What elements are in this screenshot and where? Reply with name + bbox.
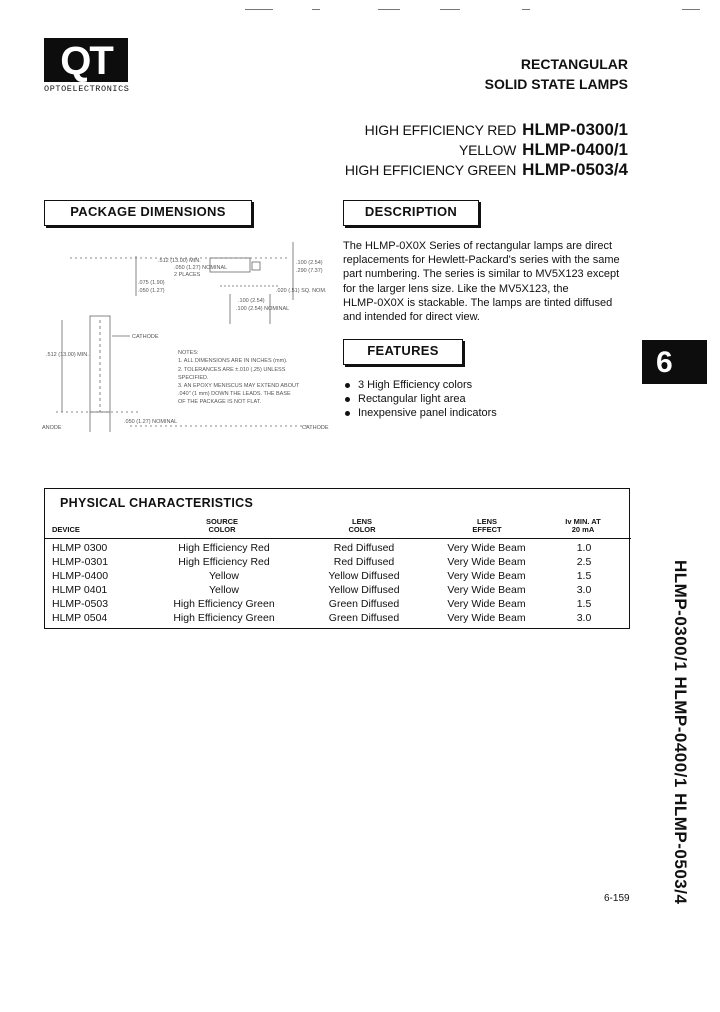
product-line-3 [345, 160, 628, 180]
table-title: PHYSICAL CHARACTERISTICS [60, 496, 254, 510]
description-label: DESCRIPTION [364, 204, 458, 219]
scan-mark [312, 9, 320, 10]
cell-intensity: 3.0 [576, 584, 592, 596]
package-dimensions-label: PACKAGE DIMENSIONS [70, 204, 226, 219]
product-part: HLMP-0400/1 [522, 140, 628, 159]
product-part: HLMP-0503/4 [522, 160, 628, 179]
cell-lens-color: Red Diffused [333, 556, 395, 568]
column-header-lens-effect: LENS EFFECT [472, 517, 502, 534]
cathode-label: CATHODE [302, 425, 329, 431]
cell-lens-effect: Very Wide Beam [447, 612, 526, 624]
title-line-2: SOLID STATE LAMPS [484, 76, 628, 92]
cathode-label: CATHODE [132, 334, 159, 340]
cell-intensity: 1.5 [576, 570, 592, 582]
product-label: YELLOW [459, 142, 517, 158]
table-row [44, 570, 630, 584]
notes-title: NOTES: [178, 350, 199, 356]
features-list [345, 378, 497, 421]
table-row [44, 542, 630, 556]
note-line: 1. ALL DIMENSIONS ARE IN INCHES (mm). [178, 358, 288, 364]
list-item [345, 392, 497, 406]
cell-lens-effect: Very Wide Beam [447, 598, 526, 610]
cell-lens-color: Yellow Diffused [328, 570, 400, 582]
section-tab-edge [680, 340, 707, 384]
list-item [345, 406, 497, 420]
scan-mark [245, 9, 273, 10]
cell-device: HLMP 0401 [52, 584, 108, 596]
cell-intensity: 1.5 [576, 598, 592, 610]
note-line: 3. AN EPOXY MENISCUS MAY EXTEND ABOUT [178, 383, 300, 389]
column-header-intensity: Iv MIN. AT 20 mA [565, 517, 601, 534]
note-line: .040" (1 mm) DOWN THE LEADS. THE BASE [178, 391, 291, 397]
cell-device: HLMP 0300 [52, 542, 108, 554]
dim-label: 2 PLACES [174, 272, 201, 278]
feature-text: Rectangular light area [358, 393, 466, 406]
package-drawing [40, 236, 330, 436]
cell-source-color: High Efficiency Red [178, 542, 270, 554]
dim-label: .100 (2.54) NOMINAL [236, 306, 290, 312]
brand-logo: QT [44, 38, 128, 82]
note-line: 2. TOLERANCES ARE ±.010 (.25) UNLESS [178, 367, 286, 373]
description-heading [343, 200, 479, 226]
column-header-lens-color: LENS COLOR [348, 517, 376, 534]
description-text [343, 239, 627, 324]
product-line-2 [459, 140, 628, 160]
lamp-lead-square [252, 262, 260, 270]
dim-label: .050 (1.27) [138, 288, 165, 294]
bullet-icon [345, 383, 350, 388]
column-header-device: DEVICE [52, 525, 80, 534]
features-label: FEATURES [367, 343, 439, 358]
note-line: OF THE PACKAGE IS NOT FLAT. [178, 399, 262, 405]
description-line: replacements for Hewlett-Packard's series with the same [343, 254, 620, 267]
column-header-source-color: SOURCE COLOR [205, 517, 239, 534]
dim-label: .100 (2.54) [296, 260, 323, 266]
cell-intensity: 1.0 [576, 542, 592, 554]
product-part: HLMP-0300/1 [522, 120, 628, 139]
table-row [44, 598, 630, 612]
bullet-icon [345, 411, 350, 416]
scan-mark [522, 9, 530, 10]
dim-label: .512 (13.00) MIN. [158, 258, 201, 264]
cell-device: HLMP-0503 [52, 598, 109, 610]
scan-mark [378, 9, 400, 10]
cell-source-color: Yellow [209, 584, 239, 596]
product-line-1 [365, 120, 628, 140]
dim-label: .050 (1.27) NOMINAL [124, 419, 178, 425]
cell-intensity: 2.5 [576, 556, 592, 568]
cell-lens-color: Yellow Diffused [328, 584, 400, 596]
title-line-1: RECTANGULAR [520, 56, 628, 72]
feature-text: 3 High Efficiency colors [358, 379, 473, 391]
cell-lens-effect: Very Wide Beam [447, 570, 526, 582]
description-line: The HLMP-0X0X Series of rectangular lamps are direct [343, 240, 613, 252]
scan-mark [440, 9, 460, 10]
package-dimensions-heading [44, 200, 252, 226]
dim-label: .050 (1.27) NOMINAL [174, 265, 228, 271]
dim-label: .100 (2.54) [238, 298, 265, 304]
scan-mark [682, 9, 700, 10]
cell-source-color: High Efficiency Green [173, 598, 275, 610]
cell-source-color: High Efficiency Red [178, 556, 270, 568]
cell-device: HLMP 0504 [52, 612, 108, 624]
description-line: for the larger lens size. Like the MV5X123, the [343, 282, 569, 295]
cell-source-color: High Efficiency Green [173, 612, 275, 624]
dim-label: .290 (7.37) [296, 268, 323, 274]
features-heading [343, 339, 463, 365]
page-number: 6-159 [604, 893, 630, 904]
cell-lens-color: Red Diffused [333, 542, 395, 554]
description-line: HLMP-0X0X is stackable. The lamps are tinted diffused [343, 296, 613, 309]
cell-device: HLMP-0301 [52, 556, 109, 568]
note-line: SPECIFIED. [178, 375, 209, 381]
bullet-icon [345, 397, 350, 402]
description-line: part numbering. The series is similar to MV5X123 except [343, 268, 620, 281]
table-row [44, 584, 630, 598]
cell-device: HLMP-0400 [52, 570, 109, 582]
product-label: HIGH EFFICIENCY RED [364, 122, 517, 138]
product-label: HIGH EFFICIENCY GREEN [344, 162, 517, 178]
side-part-numbers: HLMP-0300/1 HLMP-0400/1 HLMP-0503/4 [671, 560, 690, 905]
dim-label: .020 (.51) SQ. NOM. [276, 288, 327, 294]
feature-text: Inexpensive panel indicators [358, 407, 497, 420]
list-item [345, 378, 497, 392]
dim-label: .075 (1.90) [138, 280, 165, 286]
brand-subtitle: OPTOELECTRONICS [44, 84, 130, 94]
cell-intensity: 3.0 [576, 612, 592, 624]
table-row [44, 556, 630, 570]
dim-label: .512 (13.00) MIN. [46, 352, 89, 358]
table-header-rule [44, 538, 631, 539]
table-row [44, 612, 630, 626]
cell-lens-effect: Very Wide Beam [447, 542, 526, 554]
cell-lens-color: Green Diffused [328, 612, 400, 624]
section-tab: 6 [642, 340, 680, 384]
cell-lens-effect: Very Wide Beam [447, 584, 526, 596]
anode-label: ANODE [42, 425, 62, 431]
cell-lens-color: Green Diffused [328, 598, 400, 610]
description-line: and intended for direct view. [343, 311, 480, 324]
cell-lens-effect: Very Wide Beam [447, 556, 526, 568]
cell-source-color: Yellow [209, 570, 239, 582]
